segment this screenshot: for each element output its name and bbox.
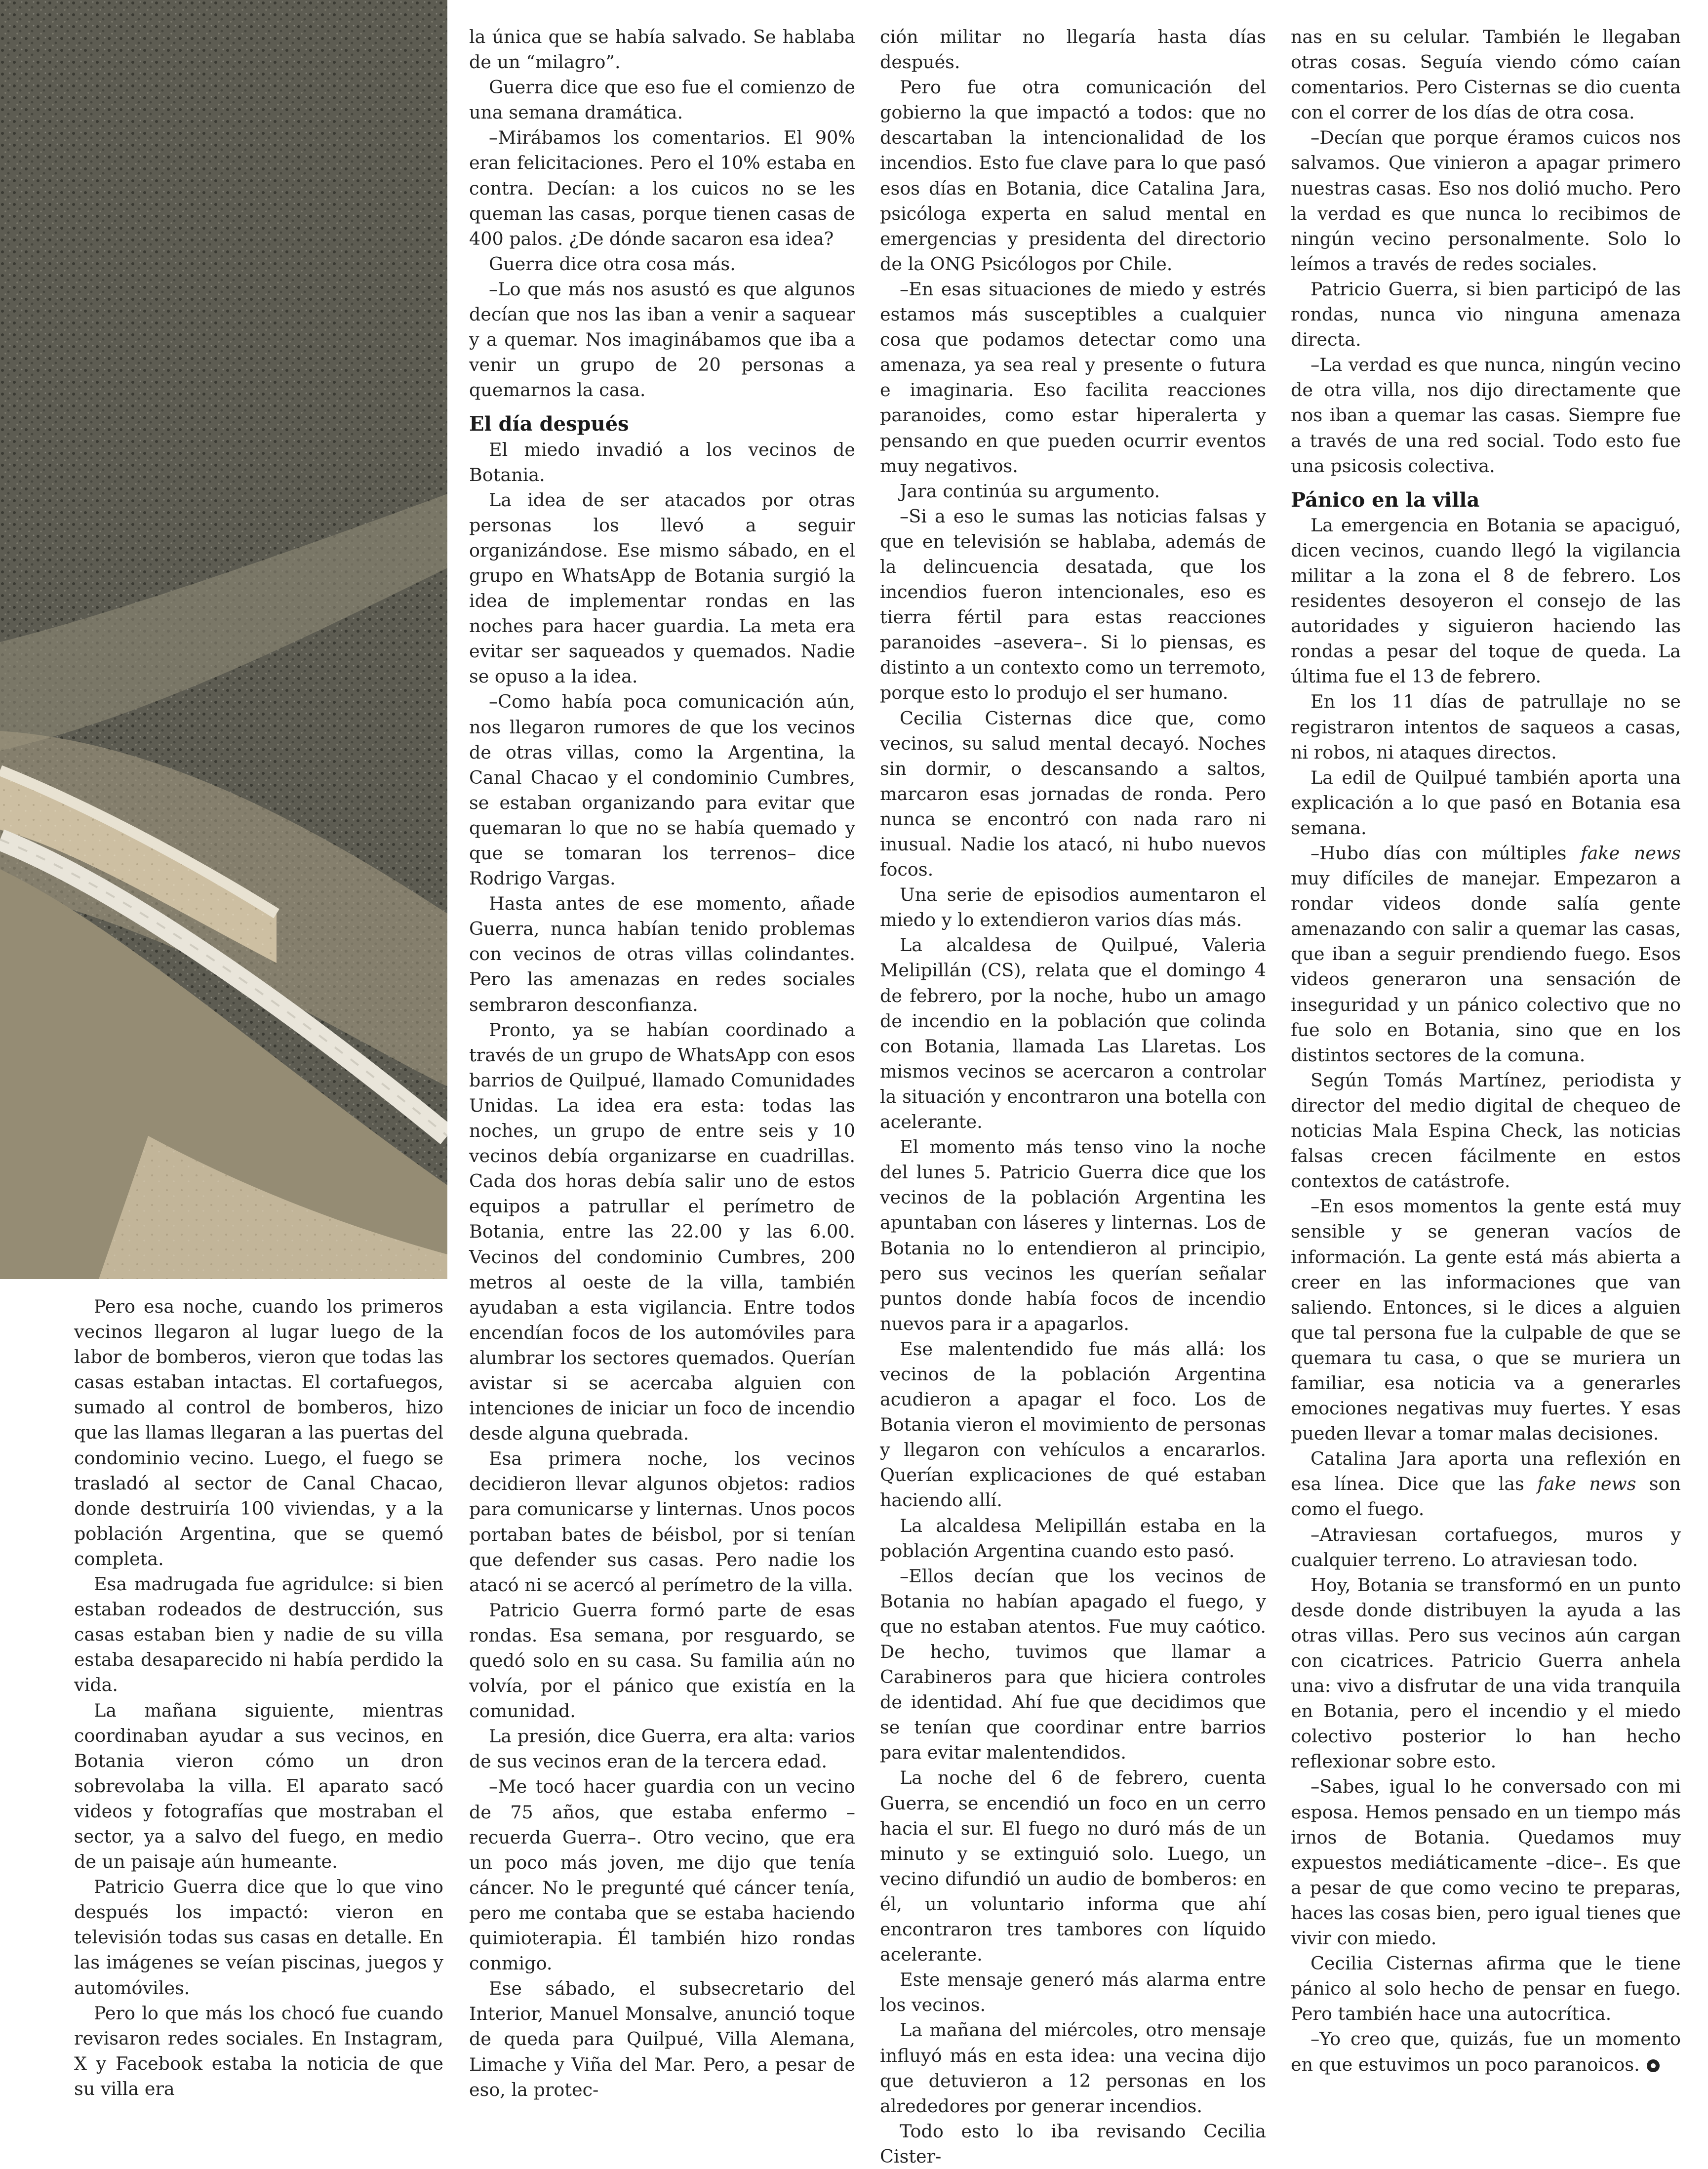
- paragraph: Hoy, Botania se transformó en un punto desde donde distribuyen la ayuda a las otras villas. Pero sus vecinos aún cargan con cicatrices. Patricio Guerra anhela una: vivo a disfrutar de una vida tranquila en Botania, pero el incendio y el miedo colectivo posterior lo han hecho reflexionar sobre esto.: [1291, 1574, 1681, 1772]
- paragraph: –Me tocó hacer guardia con un vecino de 75 años, que estaba enfermo –recuerda Guerra–. Otro vecino, que era un poco más joven, me dijo que tenía cáncer. No le pregunté qué cáncer tenía, pero me contaba que se estaba haciendo quimioterapia. Él también hizo rondas conmigo.: [469, 1776, 855, 1974]
- paragraph: Guerra dice otra cosa más.: [489, 253, 736, 275]
- section-heading: Pánico en la villa: [1291, 488, 1480, 512]
- paragraph: Cecilia Cisternas dice que, como vecinos, su salud mental decayó. Noches sin dormir, o descansando a saltos, marcaron esas jornadas de ronda. Pero nunca se encontró con nada raro ni inusual. Nadie los atacó, ni hubo nuevos focos.: [880, 707, 1266, 881]
- paragraph: En los 11 días de patrullaje no se registraron intentos de saqueos a casas, ni robos, ni ataques directos.: [1291, 691, 1681, 763]
- paragraph: Patricio Guerra, si bien participó de las rondas, nunca vio ninguna amenaza directa.: [1291, 278, 1681, 351]
- paragraph: Pero lo que más los chocó fue cuando revisaron redes sociales. En Instagram, X y Facebook estaba la noticia de que su villa era: [74, 2002, 443, 2099]
- emphasis: fake news: [1537, 1473, 1636, 1495]
- paragraph: [1291, 1446, 1681, 1522]
- article-column-4: [1291, 24, 1681, 2077]
- paragraph: –Si a eso le sumas las noticias falsas y que en televisión se hablaba, además de la delincuencia desatada, que los incendios fueron intencionales, eso es tierra fértil para estas reacciones paranoides –asevera–. Si lo piensas, es distinto a un contexto como un terremoto, porque esto lo produjo el ser humano.: [880, 505, 1266, 704]
- paragraph: Pero fue otra comunicación del gobierno la que impactó a todos: que no descartaban la intencionalidad de los incendios. Esto fue clave para lo que pasó esos días en Botania, dice Catalina Jara, psicóloga experta en salud mental en emergencias y presidenta del directorio de la ONG Psicólogos por Chile.: [880, 77, 1266, 275]
- text-run: son como el fuego.: [1291, 1473, 1681, 1520]
- paragraph: Patricio Guerra formó parte de esas rondas. Esa semana, por resguardo, se quedó solo en su casa. Su familia aún no volvía, por el pánico que existía en la comunidad.: [469, 1599, 855, 1722]
- paragraph: Este mensaje generó más alarma entre los vecinos.: [880, 1969, 1266, 2016]
- paragraph: –Ellos decían que los vecinos de Botania no habían apagado el fuego, y que no estaban atentos. Fue muy caótico. De hecho, tuvimos que llamar a Carabineros para que hiciera controles de identidad. Ahí fue que decidimos que se tenían que coordinar entre barrios para evitar malentendidos.: [880, 1565, 1266, 1764]
- paragraph: –Decían que porque éramos cuicos nos salvamos. Que vinieron a apagar primero nuestras casas. Eso nos dolió mucho. Pero la verdad es que nunca lo recibimos de ningún vecino personalmente. Solo lo leímos a través de redes sociales.: [1291, 127, 1681, 275]
- text-run: –Hubo días con múltiples: [1311, 843, 1581, 864]
- paragraph: Ese malentendido fue más allá: los vecinos de la población Argentina acudieron a apagar el foco. Los de Botania vieron el movimiento de personas y llegaron con vehículos a encararlos. Querían explicaciones de qué estaban haciendo allí.: [880, 1338, 1266, 1511]
- paragraph: La alcaldesa de Quilpué, Valeria Melipillán (CS), relata que el domingo 4 de febrero, por la noche, hubo un amago de incendio en la población que colinda con Botania, llamada Las Llaretas. Los mismos vecinos se acercaron a controlar la situación y encontraron una botella con acelerante.: [880, 934, 1266, 1133]
- paragraph: ción militar no llegaría hasta días después.: [880, 26, 1266, 73]
- paragraph: Según Tomás Martínez, periodista y director del medio digital de chequeo de noticias Mala Espina Check, las noticias falsas crecen fácilmente en estos contextos de catástrofe.: [1291, 1069, 1681, 1192]
- paragraph: Esa madrugada fue agridulce: si bien estaban rodeados de destrucción, sus casas estaban bien y nadie de su villa estaba desaparecido ni había perdido la vida.: [74, 1573, 443, 1696]
- paragraph: –En esos momentos la gente está muy sensible y se generan vacíos de información. La gente está más abierta a creer en las informaciones que van saliendo. Entonces, si le dices a alguien que tal persona fue la culpable de que se quemara tu casa, o que se muriera un familiar, esa noticia va a generarles emociones negativas muy fuertes. Y esas pueden llevar a tomar malas decisiones.: [1291, 1196, 1681, 1445]
- paragraph: –En esas situaciones de miedo y estrés estamos más susceptibles a cualquier cosa que podamos detectar como una amenaza, ya sea real y presente o futura e imaginaria. Eso facilita reacciones paranoides, como estar hiperalerta y pensando en que pueden ocurrir eventos muy negativos.: [880, 278, 1266, 477]
- paragraph: –Atraviesan cortafuegos, muros y cualquier terreno. Lo atraviesan todo.: [1291, 1524, 1681, 1570]
- paragraph: [1291, 841, 1681, 1068]
- paragraph: [1291, 2026, 1681, 2077]
- paragraph: –Mirábamos los comentarios. El 90% eran felicitaciones. Pero el 10% estaba en contra. Decían: a los cuicos no se les queman las casas, porque tienen casas de 400 palos. ¿De dónde sacaron esa idea?: [469, 127, 855, 249]
- paragraph: –Sabes, igual lo he conversado con mi esposa. Hemos pensado en un tiempo más irnos de Botania. Quedamos muy expuestos mediáticamente –dice–. Es que a pesar de que como vecino te preparas, haces las cosas bien, pero igual tienes que vivir con miedo.: [1291, 1776, 1681, 1949]
- paragraph: La edil de Quilpué también aporta una explicación a lo que pasó en Botania esa semana.: [1291, 766, 1681, 839]
- paragraph: La mañana siguiente, mientras coordinaban ayudar a sus vecinos, en Botania vieron cómo un dron sobrevolaba la villa. El aparato sacó videos y fotografías que mostraban el sector, ya a salvo del fuego, en medio de un paisaje aún humeante.: [74, 1699, 443, 1873]
- text-run: –Yo creo que, quizás, fue un momento en que estuvimos un poco paranoicos.: [1291, 2028, 1681, 2075]
- paragraph: la única que se había salvado. Se hablaba de un “milagro”.: [469, 26, 855, 73]
- paragraph: Cecilia Cisternas afirma que le tiene pánico al solo hecho de pensar en fuego. Pero también hace una autocrítica.: [1291, 1953, 1681, 2025]
- paragraph: La mañana del miércoles, otro mensaje influyó más en esta idea: una vecina dijo que detuvieron a 12 personas en los alrededores por generar incendios.: [880, 2019, 1266, 2117]
- paragraph: Hasta antes de ese momento, añade Guerra, nunca habían tenido problemas con vecinos de otras villas colindantes. Pero las amenazas en redes sociales sembraron desconfianza.: [469, 893, 855, 1015]
- paragraph: Todo esto lo iba revisando Cecilia Cister-: [880, 2120, 1266, 2167]
- article-column-3: [880, 24, 1266, 2169]
- paragraph: La emergencia en Botania se apaciguó, dicen vecinos, cuando llegó la vigilancia militar a la zona el 8 de febrero. Los residentes desoyeron el consejo de las autoridades y siguieron haciendo las rondas a pesar del toque de queda. La última fue el 13 de febrero.: [1291, 514, 1681, 687]
- text-run: muy difíciles de manejar. Empezaron a rondar videos donde salía gente amenazando con salir a quemar las casas, que iban a seguir prendiendo fuego. Esos videos generaron una sensación de inseguridad y un pánico colectivo que no fue solo en Botania, sino que en los distintos sectores de la comuna.: [1291, 868, 1681, 1066]
- paragraph: –Lo que más nos asustó es que algunos decían que nos las iban a venir a saquear y a quemar. Nos imaginábamos que iba a venir un grupo de 20 personas a quemarnos la casa.: [469, 278, 855, 401]
- paragraph: Guerra dice que eso fue el comienzo de una semana dramática.: [469, 77, 855, 123]
- paragraph: La noche del 6 de febrero, cuenta Guerra, se encendió un foco en un cerro hacia el sur. El fuego no duró más de un minuto y se extinguió solo. Luego, un vecino difundió un audio de bomberos: en él, un voluntario informa que ahí encontraron tres tambores con líquido acelerante.: [880, 1767, 1266, 1966]
- paragraph: El momento más tenso vino la noche del lunes 5. Patricio Guerra dice que los vecinos de la población Argentina les apuntaban con láseres y linternas. Los de Botania no lo entendieron al principio, pero sus vecinos les querían señalar puntos donde había focos de incendio nuevos para ir a apagarlos.: [880, 1136, 1266, 1334]
- paragraph: –La verdad es que nunca, ningún vecino de otra villa, nos dijo directamente que nos iban a quemar las casas. Siempre fue a través de una red social. Todo esto fue una psicosis colectiva.: [1291, 354, 1681, 477]
- emphasis: fake news: [1581, 843, 1681, 864]
- paragraph: Una serie de episodios aumentaron el miedo y lo extendieron varios días más.: [880, 884, 1266, 931]
- article-column-2: [469, 24, 855, 2102]
- paragraph: La idea de ser atacados por otras personas los llevó a seguir organizándose. Ese mismo sábado, en el grupo en WhatsApp de Botania surgió la idea de implementar rondas en las noches para hacer guardia. La meta era evitar ser saqueados y quemados. Nadie se opuso a la idea.: [469, 489, 855, 687]
- paragraph: Jara continúa su argumento.: [900, 480, 1160, 502]
- paragraph: Pero esa noche, cuando los primeros vecinos llegaron al lugar luego de la labor de bomberos, vieron que todas las casas estaban intactas. El cortafuegos, sumado al control de bomberos, hizo que las llamas llegaran a las puertas del condominio vecino. Luego, el fuego se trasladó al sector de Canal Chacao, donde destruiría 100 viviendas, y a la población Argentina, que se quemó completa.: [74, 1296, 443, 1569]
- paragraph: Pronto, ya se habían coordinado a través de un grupo de WhatsApp con esos barrios de Quilpué, llamado Comunidades Unidas. La idea era esta: todas las noches, un grupo de entre seis y 10 vecinos debía organizarse en cuadrillas. Cada dos horas debía salir uno de estos equipos a patrullar el perímetro de Botania, entre las 22.00 y las 6.00. Vecinos del condominio Cumbres, 200 metros al oeste de la villa, también ayudaban a esta vigilancia. Entre todos encendían focos de los automóviles para alumbrar los sectores quemados. Querían avistar si se acercaba alguien con intenciones de iniciar un foco de incendio desde alguna quebrada.: [469, 1019, 855, 1445]
- paragraph: Ese sábado, el subsecretario del Interior, Manuel Monsalve, anunció toque de queda para Quilpué, Villa Alemana, Limache y Viña del Mar. Pero, a pesar de eso, la protec-: [469, 1978, 855, 2100]
- aerial-photo: [0, 0, 447, 1279]
- section-heading: El día después: [469, 412, 629, 436]
- paragraph: La alcaldesa Melipillán estaba en la población Argentina cuando esto pasó.: [880, 1515, 1266, 1562]
- paragraph: nas en su celular. También le llegaban otras cosas. Seguía viendo cómo caían comentarios. Pero Cisternas se dio cuenta con el correr de los días de otra cosa.: [1291, 26, 1681, 123]
- paragraph: La presión, dice Guerra, era alta: varios de sus vecinos eran de la tercera edad.: [469, 1726, 855, 1772]
- article-column-1: [74, 1294, 443, 2101]
- paragraph: El miedo invadió a los vecinos de Botania.: [469, 439, 855, 485]
- paragraph: Patricio Guerra dice que lo que vino después los impactó: vieron en televisión todas sus casas en detalle. En las imágenes se veían piscinas, juegos y automóviles.: [74, 1876, 443, 1999]
- paragraph: Esa primera noche, los vecinos decidieron llevar algunos objetos: radios para comunicarse y linternas. Unos pocos portaban bates de béisbol, por si tenían que defender sus casas. Pero nadie los atacó ni se acercó al perímetro de la villa.: [469, 1448, 855, 1596]
- end-mark-icon: [1647, 2059, 1660, 2072]
- text-run: Catalina Jara aporta una reflexión en esa línea. Dice que las: [1291, 1448, 1681, 1495]
- paragraph: –Como había poca comunicación aún, nos llegaron rumores de que los vecinos de otras villas, como la Argentina, la Canal Chacao y el condominio Cumbres, se estaban organizando para evitar que quemaran lo que no se había quemado y que se tomaran los terrenos– dice Rodrigo Vargas.: [469, 691, 855, 889]
